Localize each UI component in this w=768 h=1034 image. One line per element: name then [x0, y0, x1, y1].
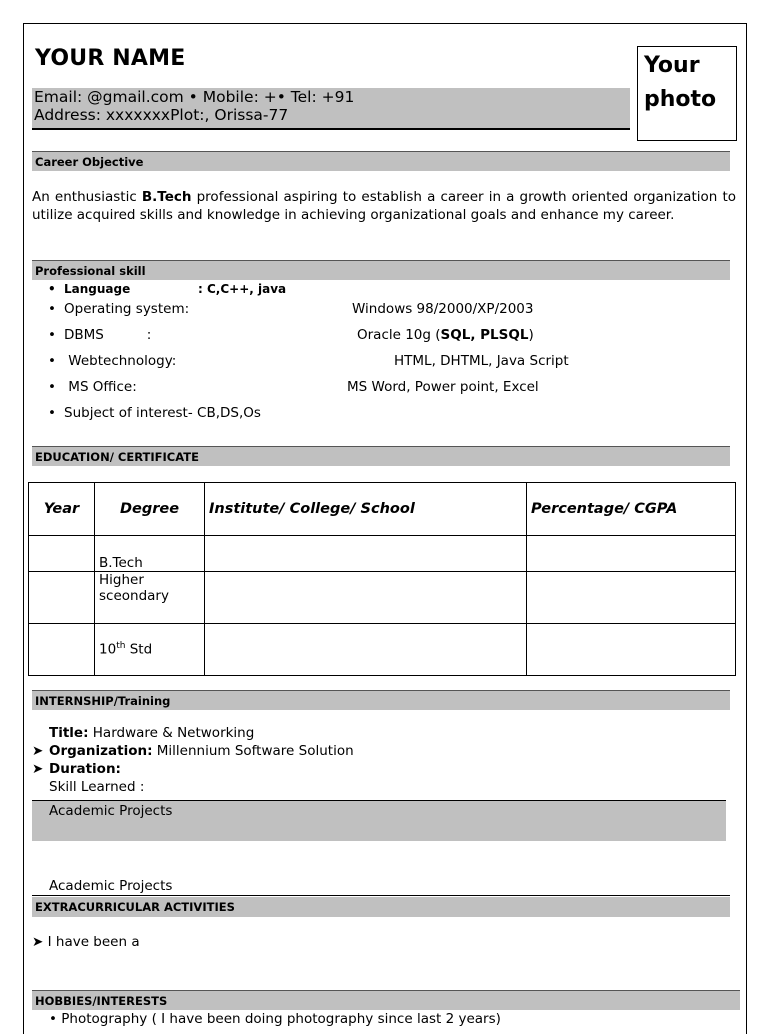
skill-value-language: : C,C++, java — [198, 282, 287, 296]
education-header-row — [29, 483, 736, 536]
career-text-rest: professional aspiring to establish a career in a growth oriented organization to utilize acquired skills and knowledge in achieving organizational goals and enhance my career. — [32, 189, 736, 223]
hobbies-item — [49, 1011, 501, 1027]
professional-skill-heading: Professional skill — [32, 260, 730, 280]
skill-value-web: HTML, DHTML, Java Script — [394, 353, 569, 369]
hobbies-text: Photography ( I have been doing photography since last 2 years) — [61, 1011, 501, 1027]
academic-projects-bar — [32, 801, 726, 841]
career-text-degree: B.Tech — [141, 189, 192, 205]
skill-label-web: Webtechnology: — [64, 353, 177, 369]
skill-label-os: Operating system: — [64, 301, 190, 317]
col-year: Year — [29, 483, 95, 536]
dbms-value-post: ) — [528, 327, 534, 343]
cell-year — [29, 536, 95, 572]
cell-degree: B.Tech — [95, 536, 205, 572]
career-text-start: An enthusiastic — [32, 189, 142, 205]
internship-details — [32, 724, 729, 796]
internship-org-value: Millennium Software Solution — [152, 743, 354, 759]
dbms-value-pre: Oracle 10g ( — [357, 327, 441, 343]
cell-year — [29, 572, 95, 624]
contact-block — [32, 88, 630, 130]
photo-label-line1: Your — [644, 53, 700, 78]
photo-placeholder — [637, 46, 737, 141]
skill-item-os — [40, 298, 720, 324]
career-objective-heading: Career Objective — [32, 151, 730, 171]
col-institute: Institute/ College/ School — [205, 483, 527, 536]
cell-percentage — [527, 572, 736, 624]
table-row — [29, 536, 736, 572]
table-row — [29, 572, 736, 624]
education-table — [28, 482, 736, 676]
photo-label-line2: photo — [644, 87, 717, 112]
skill-item-subjects — [40, 402, 720, 428]
skill-label-dbms: DBMS : — [64, 327, 152, 343]
internship-org-label: Organization: — [49, 743, 153, 759]
extracurricular-text: I have been a — [47, 934, 140, 950]
skill-label-subjects: Subject of interest- CB,DS,Os — [64, 405, 261, 421]
cell-institute — [205, 536, 527, 572]
internship-duration — [32, 760, 729, 778]
internship-skill-learned: Skill Learned : — [49, 779, 145, 795]
candidate-name: YOUR NAME — [35, 46, 186, 71]
contact-line-email-phone: Email: @gmail.com • Mobile: +• Tel: +91 — [34, 88, 355, 106]
cell-institute — [205, 624, 527, 676]
internship-title — [49, 724, 729, 742]
skill-item-web — [40, 350, 720, 376]
skill-item-language — [40, 282, 720, 298]
contact-line-address: Address: xxxxxxxPlot:, Orissa-77 — [34, 106, 289, 124]
skills-list — [40, 282, 720, 428]
cell-percentage — [527, 624, 736, 676]
col-percentage: Percentage/ CGPA — [527, 483, 736, 536]
dbms-value-bold: SQL, PLSQL — [440, 327, 529, 343]
internship-heading: INTERNSHIP/Training — [32, 690, 730, 710]
academic-projects-label-2: Academic Projects — [49, 878, 173, 894]
internship-title-value: Hardware & Networking — [88, 725, 255, 741]
internship-title-label: Title: — [49, 725, 89, 741]
cell-institute — [205, 572, 527, 624]
arrow-bullet-icon: ➤ — [32, 743, 44, 759]
degree-suffix: Std — [125, 641, 153, 658]
skill-value-msoffice: MS Word, Power point, Excel — [347, 379, 539, 395]
skill-item-msoffice — [40, 376, 720, 402]
skill-value-os: Windows 98/2000/XP/2003 — [352, 301, 534, 317]
internship-duration-label: Duration: — [49, 761, 121, 777]
extracurricular-heading: EXTRACURRICULAR ACTIVITIES — [32, 897, 730, 917]
cell-degree: Higher sceondary — [95, 572, 205, 624]
arrow-bullet-icon: ➤ — [32, 761, 44, 777]
skill-item-dbms — [40, 324, 720, 350]
cell-year — [29, 624, 95, 676]
degree-number: 10 — [99, 641, 117, 658]
career-objective-text — [32, 188, 736, 224]
bullet-icon: • — [49, 1011, 62, 1027]
education-heading: EDUCATION/ CERTIFICATE — [32, 446, 730, 466]
skill-label-language: Language — [64, 282, 131, 296]
cell-percentage — [527, 536, 736, 572]
table-row — [29, 624, 736, 676]
skill-value-dbms — [357, 324, 534, 346]
academic-projects-label: Academic Projects — [49, 803, 173, 819]
divider — [32, 895, 730, 896]
cell-degree — [95, 624, 205, 676]
degree-ordinal: th — [116, 641, 126, 652]
extracurricular-item — [32, 934, 140, 950]
skill-label-msoffice: MS Office: — [64, 379, 137, 395]
hobbies-heading: HOBBIES/INTERESTS — [32, 990, 740, 1010]
col-degree: Degree — [95, 483, 205, 536]
arrow-bullet-icon: ➤ — [32, 934, 48, 950]
internship-organization — [32, 742, 729, 760]
